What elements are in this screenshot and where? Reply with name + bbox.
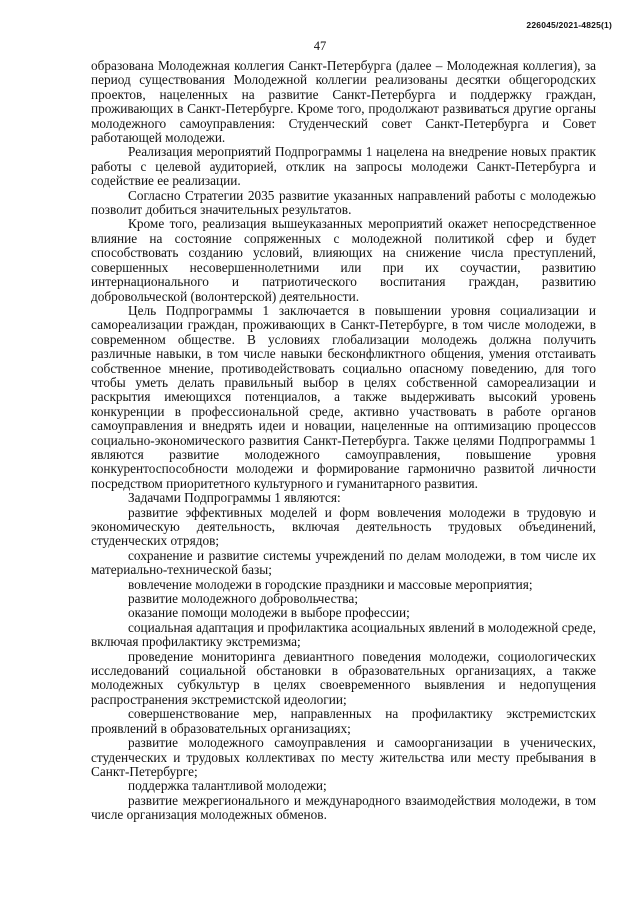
paragraph: Кроме того, реализация вышеуказанных мероприятий окажет непосредственное влияние на состояние сопряженных с молодежной политикой сфер и будет способствовать созданию условий, влияющих на снижение числа преступлений, совершенных несовершеннолетними или при их соучастии, развитию интернационального и патриотического воспитания граждан, развитию добровольческой (волонтерской) деятельности. [91,216,596,304]
document-id: 226045/2021-4825(1) [526,20,612,30]
document-body [91,59,596,823]
paragraph: Согласно Стратегии 2035 развитие указанных направлений работы с молодежью позволит добиться значительных результатов. [91,187,596,218]
list-item: проведение мониторинга девиантного поведения молодежи, социологических исследований социальной обстановки в образовательных организациях, а также молодежных субкультур в целях своевременного выявления и недопущения распространения экстремистской идеологии; [91,648,596,707]
paragraph: образована Молодежная коллегия Санкт-Петербурга (далее – Молодежная коллегия), за период существования Молодежной коллегии реализованы десятки общегородских проектов, нацеленных на развитие Санкт-Петербурга и поддержку граждан, проживающих в Санкт-Петербурге. Кроме того, продолжают развиваться другие органы молодежного самоуправления: Студенческий совет Санкт-Петербурга и Совет работающей молодежи. [91,58,596,146]
list-item: поддержка талантливой молодежи; [128,778,327,794]
list-item: социальная адаптация и профилактика асоциальных явлений в молодежной среде, включая профилактику экстремизма; [91,619,596,650]
list-item: сохранение и развитие системы учреждений по делам молодежи, в том числе их материально-технической базы; [91,547,596,578]
paragraph: Задачами Подпрограммы 1 являются: [128,490,341,506]
paragraph: Реализация мероприятий Подпрограммы 1 нацелена на внедрение новых практик работы с целевой аудиторией, отклик на запросы молодежи Санкт-Петербурга и содействие ее реализации. [91,144,596,189]
paragraph: Цель Подпрограммы 1 заключается в повышении уровня социализации и самореализации граждан, проживающих в Санкт-Петербурге, в том числе молодежи, в современном обществе. В условиях глобализации молодежь должна получить различные навыки, в том числе навыки бесконфликтного общения, умения отстаивать собственное мнение, противодействовать социально опасному поведению, для того чтобы уметь делать правильный выбор в целях собственной самореализации и раскрытия имеющихся потенциалов, а также выдерживать высокий уровень конкуренции в профессиональной среде, активно участвовать в работе органов самоуправления и внедрять идеи и новации, нацеленные на оптимизацию процессов социально-экономического развития Санкт-Петербурга. Также целями Подпрограммы 1 являются развитие молодежного самоуправления, повышение уровня конкурентоспособности молодежи и формирование гармонично развитой личности посредством приоритетного культурного и гуманитарного развития. [91,302,596,491]
list-item: вовлечение молодежи в городские праздники и массовые мероприятия; [128,576,533,592]
list-item: оказание помощи молодежи в выборе профессии; [128,605,410,621]
page-number: 47 [313,39,327,53]
list-item: развитие межрегионального и международного взаимодействия молодежи, в том числе организация молодежных обменов. [91,792,596,823]
list-item: развитие эффективных моделей и форм вовлечения молодежи в трудовую и экономическую деятельность, включая деятельность трудовых объединений, студенческих отрядов; [91,504,596,549]
list-item: развитие молодежного добровольчества; [128,591,359,607]
list-item: развитие молодежного самоуправления и самоорганизации в ученических, студенческих и трудовых коллективах по месту жительства или месту пребывания в Санкт-Петербурге; [91,735,596,779]
list-item: совершенствование мер, направленных на профилактику экстремистских проявлений в образовательных организациях; [91,706,596,736]
